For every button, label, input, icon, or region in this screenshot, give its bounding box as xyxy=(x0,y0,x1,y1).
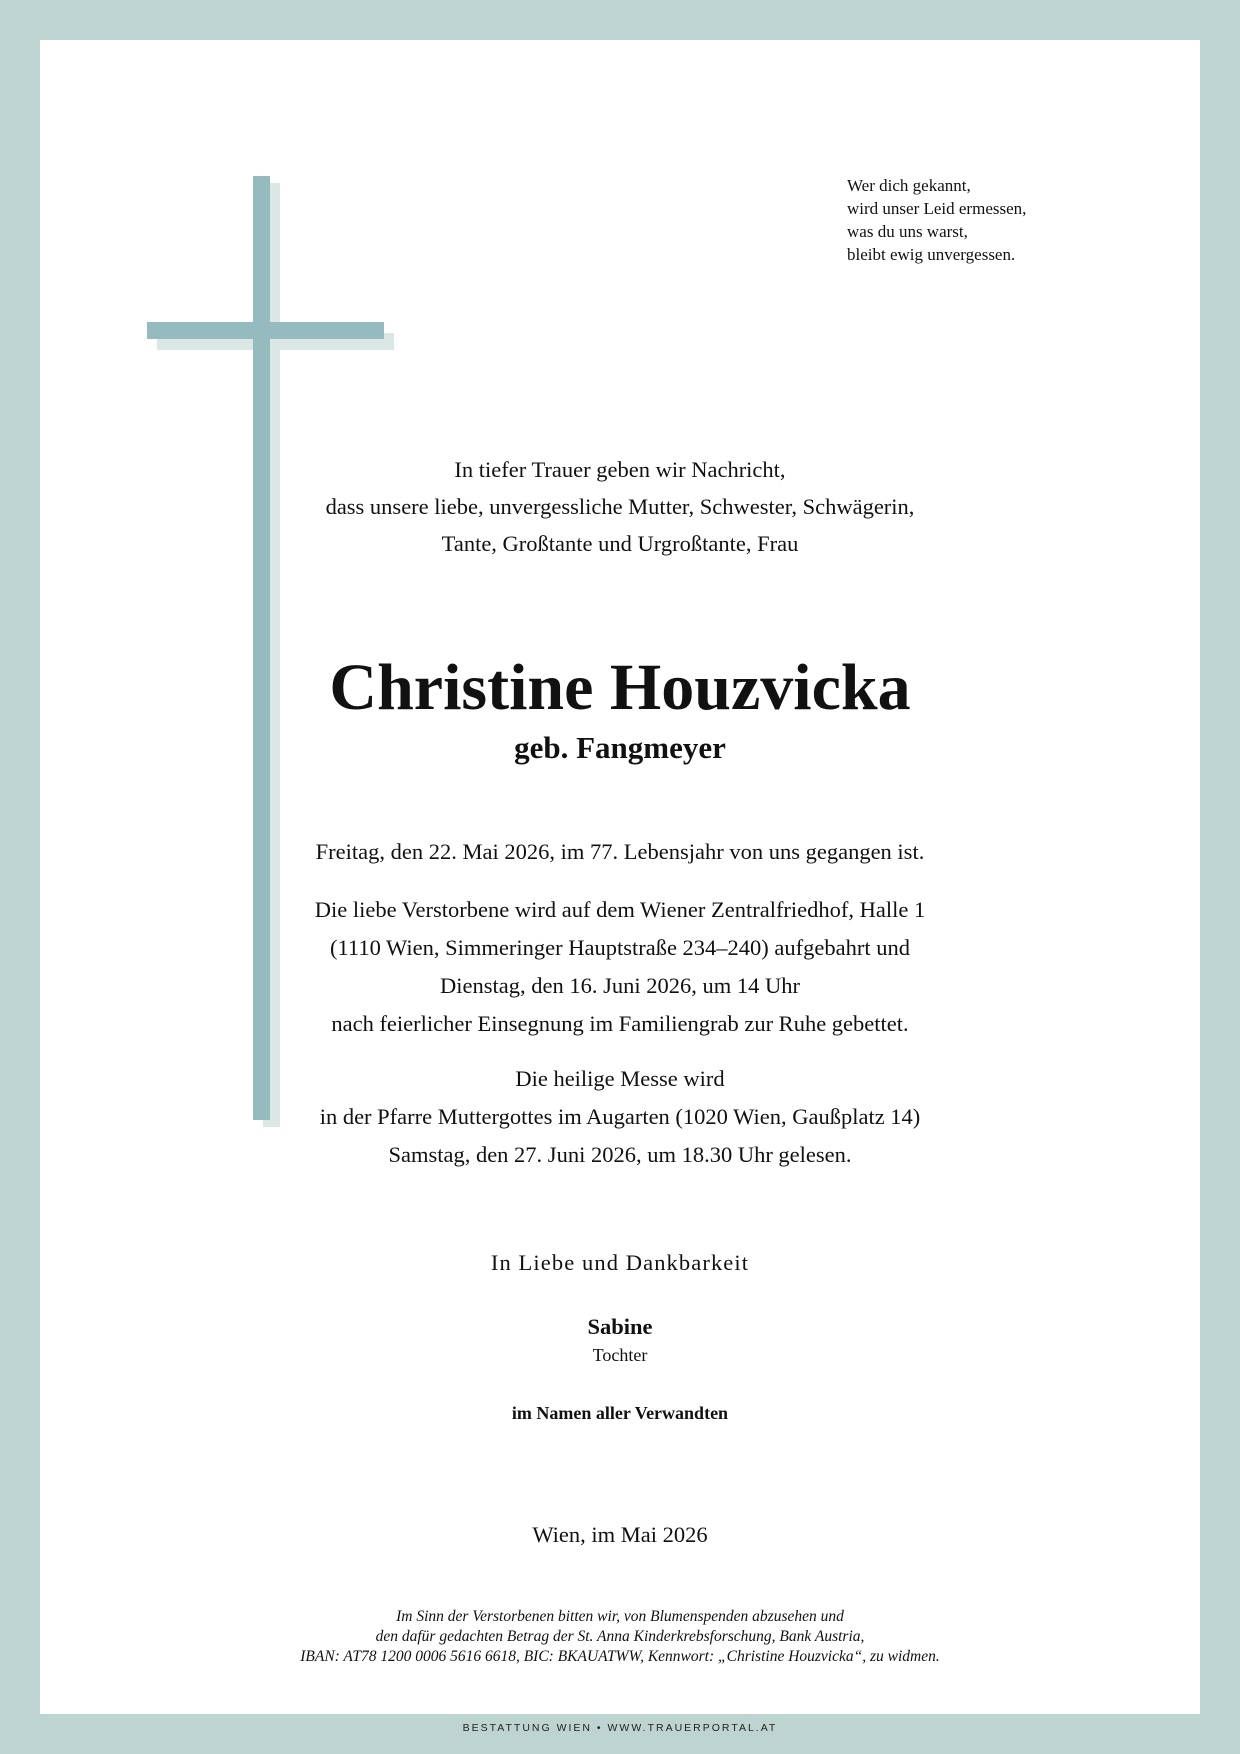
mass-line: Samstag, den 27. Juni 2026, um 18.30 Uhr gelesen. xyxy=(388,1142,852,1167)
burial-line: (1110 Wien, Simmeringer Hauptstraße 234–240) aufgebahrt und xyxy=(330,935,910,960)
intro-line: In tiefer Trauer geben wir Nachricht, xyxy=(454,457,786,482)
poem-line: Wer dich gekannt, xyxy=(847,176,971,195)
burial-line: Dienstag, den 16. Juni 2026, um 14 Uhr xyxy=(440,973,800,998)
place-date: Wien, im Mai 2026 xyxy=(532,1522,708,1547)
burial-details xyxy=(40,891,1200,1043)
burial-line: Die liebe Verstorbene wird auf dem Wiener Zentralfriedhof, Halle 1 xyxy=(314,897,926,922)
relatives-note: im Namen aller Verwandten xyxy=(511,1403,729,1423)
burial-line: nach feierlicher Einsegnung im Familiengrab zur Ruhe gebettet. xyxy=(331,1011,909,1036)
obituary-sheet xyxy=(40,40,1200,1734)
donation-line: Im Sinn der Verstorbenen bitten wir, von Blumenspenden abzusehen und xyxy=(396,1608,844,1625)
deceased-birth-name: geb. Fangmeyer xyxy=(514,730,726,765)
poem-line: wird unser Leid ermessen, xyxy=(847,199,1027,218)
closing-phrase: In Liebe und Dankbarkeit xyxy=(490,1250,750,1275)
poem-line: was du uns warst, xyxy=(847,222,968,241)
donation-line: den dafür gedachten Betrag der St. Anna Kinderkrebsforschung, Bank Austria, xyxy=(375,1628,865,1645)
death-notice: Freitag, den 22. Mai 2026, im 77. Lebensjahr von uns gegangen ist. xyxy=(315,839,925,864)
announcement-intro xyxy=(40,451,1200,562)
donation-line: IBAN: AT78 1200 0006 5616 6618, BIC: BKAUATWW, Kennwort: „Christine Houzvicka“, zu widmen. xyxy=(300,1648,940,1665)
poem-line: bleibt ewig unvergessen. xyxy=(847,245,1016,264)
intro-line: dass unsere liebe, unvergessliche Mutter, Schwester, Schwägerin, xyxy=(325,494,915,519)
memorial-poem xyxy=(847,174,1147,266)
mass-line: Die heilige Messe wird xyxy=(515,1066,725,1091)
cross-icon-horizontal xyxy=(147,322,384,339)
donation-request xyxy=(40,1607,1200,1667)
mourner-name: Sabine xyxy=(587,1314,653,1339)
intro-line: Tante, Großtante und Urgroßtante, Frau xyxy=(441,531,799,556)
deceased-name: Christine Houzvicka xyxy=(329,651,911,724)
mass-details xyxy=(40,1060,1200,1174)
mourner-relation: Tochter xyxy=(592,1345,648,1365)
footer-credit: BESTATTUNG WIEN • WWW.TRAUERPORTAL.AT xyxy=(462,1722,778,1734)
mass-line: in der Pfarre Muttergottes im Augarten (1020 Wien, Gaußplatz 14) xyxy=(319,1104,921,1129)
